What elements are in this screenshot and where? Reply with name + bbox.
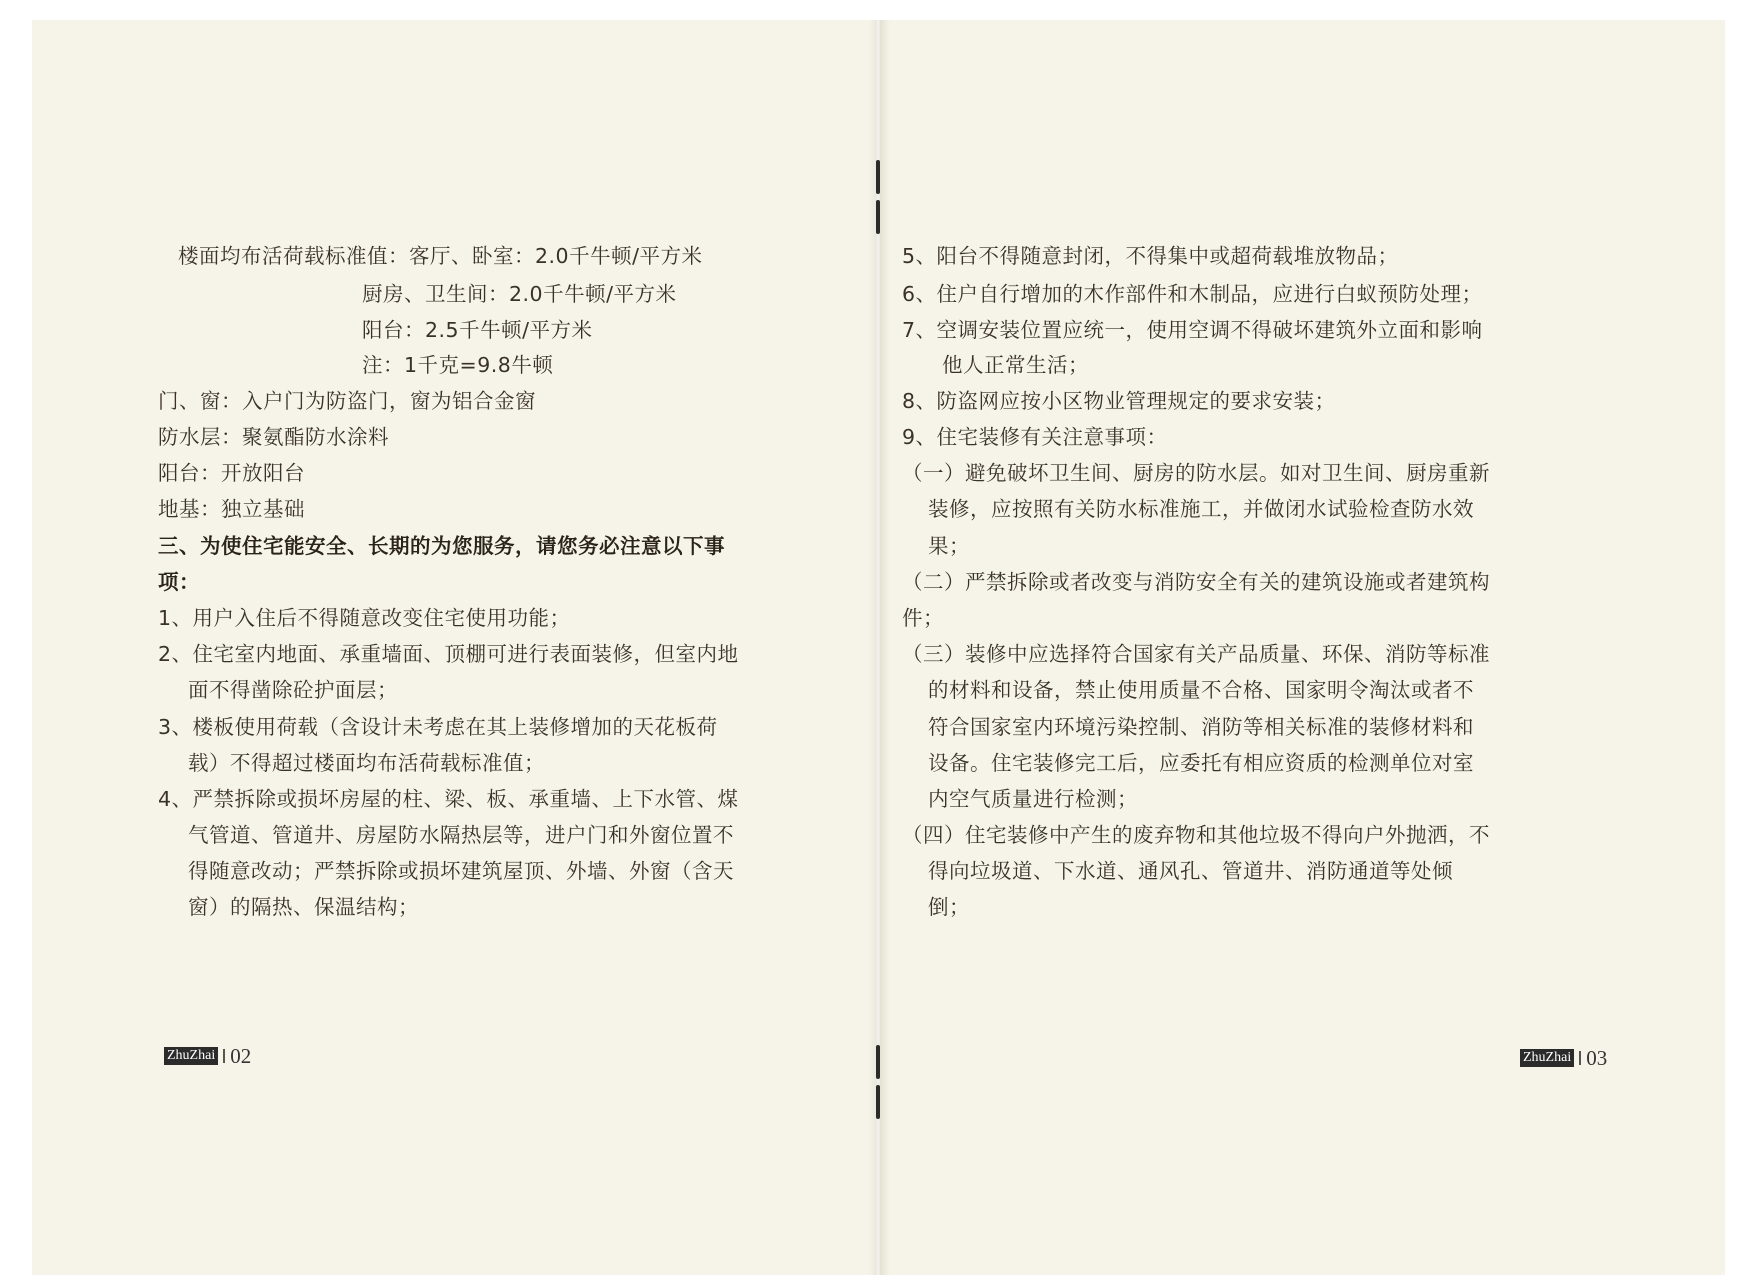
item-3-cont-2: 符合国家室内环境污染控制、消防等相关标准的装修材料和	[928, 715, 1474, 739]
staple-bottom-1	[876, 1045, 880, 1079]
rule-2: 2、住宅室内地面、承重墙面、顶棚可进行表面装修，但室内地	[158, 642, 739, 666]
section-three-heading: 三、为使住宅能安全、长期的为您服务，请您务必注意以下事	[158, 534, 725, 558]
balcony-line: 阳台：开放阳台	[158, 461, 305, 485]
rule-4-cont-3: 窗）的隔热、保温结构；	[188, 895, 419, 919]
rule-8: 8、防盗网应按小区物业管理规定的要求安装；	[902, 389, 1336, 413]
item-2: （二）严禁拆除或者改变与消防安全有关的建筑设施或者建筑构	[902, 570, 1490, 594]
item-1-cont-2: 果；	[928, 534, 970, 558]
rule-7: 7、空调安装位置应统一，使用空调不得破坏建筑外立面和影响	[902, 318, 1483, 342]
staple-top-2	[876, 200, 880, 234]
item-3-cont-4: 内空气质量进行检测；	[928, 787, 1138, 811]
item-4: （四）住宅装修中产生的废弃物和其他垃圾不得向户外抛洒，不	[902, 823, 1490, 847]
brand-logo: ZhuZhai	[1520, 1049, 1574, 1067]
section-three-heading-cont: 项：	[158, 570, 200, 594]
item-3-cont-3: 设备。住宅装修完工后，应委托有相应资质的检测单位对室	[928, 751, 1474, 775]
waterproof-line: 防水层：聚氨酯防水涂料	[158, 425, 389, 449]
rule-3-cont: 载）不得超过楼面均布活荷载标准值；	[188, 751, 545, 775]
load-note-line: 注：1千克=9.8牛顿	[362, 353, 554, 377]
rule-3: 3、楼板使用荷载（含设计未考虑在其上装修增加的天花板荷	[158, 715, 718, 739]
rule-7-cont: 他人正常生活；	[942, 353, 1089, 377]
page-number: 03	[1586, 1046, 1608, 1070]
rule-2-cont: 面不得凿除砼护面层；	[188, 678, 398, 702]
load-balcony-line: 阳台：2.5千牛顿/平方米	[362, 318, 593, 342]
item-3: （三）装修中应选择符合国家有关产品质量、环保、消防等标准	[902, 642, 1490, 666]
rule-4-cont-2: 得随意改动；严禁拆除或损坏建筑屋顶、外墙、外窗（含天	[188, 859, 734, 883]
staple-bottom-2	[876, 1085, 880, 1119]
footer-divider	[223, 1049, 225, 1063]
rule-5: 5、阳台不得随意封闭，不得集中或超荷载堆放物品；	[902, 244, 1399, 268]
left-page-footer	[164, 1045, 251, 1067]
staple-top-1	[876, 160, 880, 194]
rule-1: 1、用户入住后不得随意改变住宅使用功能；	[158, 606, 571, 630]
item-2-cont: 件；	[902, 606, 944, 630]
item-1: （一）避免破坏卫生间、厨房的防水层。如对卫生间、厨房重新	[902, 461, 1490, 485]
right-page-footer	[1520, 1047, 1607, 1069]
left-page	[32, 20, 877, 1275]
footer-divider	[1579, 1051, 1581, 1065]
brand-logo: ZhuZhai	[164, 1047, 218, 1065]
right-page	[880, 20, 1725, 1275]
foundation-line: 地基：独立基础	[158, 497, 305, 521]
doors-windows-line: 门、窗：入户门为防盗门，窗为铝合金窗	[158, 389, 536, 413]
load-standard-line: 楼面均布活荷载标准值：客厅、卧室：2.0千牛顿/平方米	[178, 244, 703, 268]
rule-6: 6、住户自行增加的木作部件和木制品，应进行白蚁预防处理；	[902, 282, 1483, 306]
page-number: 02	[230, 1044, 252, 1068]
rule-4: 4、严禁拆除或损坏房屋的柱、梁、板、承重墙、上下水管、煤	[158, 787, 739, 811]
load-kitchen-line: 厨房、卫生间：2.0千牛顿/平方米	[362, 282, 677, 306]
item-4-cont-1: 得向垃圾道、下水道、通风孔、管道井、消防通道等处倾	[928, 859, 1453, 883]
item-4-cont-2: 倒；	[928, 895, 970, 919]
rule-4-cont-1: 气管道、管道井、房屋防水隔热层等，进户门和外窗位置不	[188, 823, 734, 847]
rule-9: 9、住宅装修有关注意事项：	[902, 425, 1168, 449]
item-1-cont-1: 装修，应按照有关防水标准施工，并做闭水试验检查防水效	[928, 497, 1474, 521]
item-3-cont-1: 的材料和设备，禁止使用质量不合格、国家明令淘汰或者不	[928, 678, 1474, 702]
